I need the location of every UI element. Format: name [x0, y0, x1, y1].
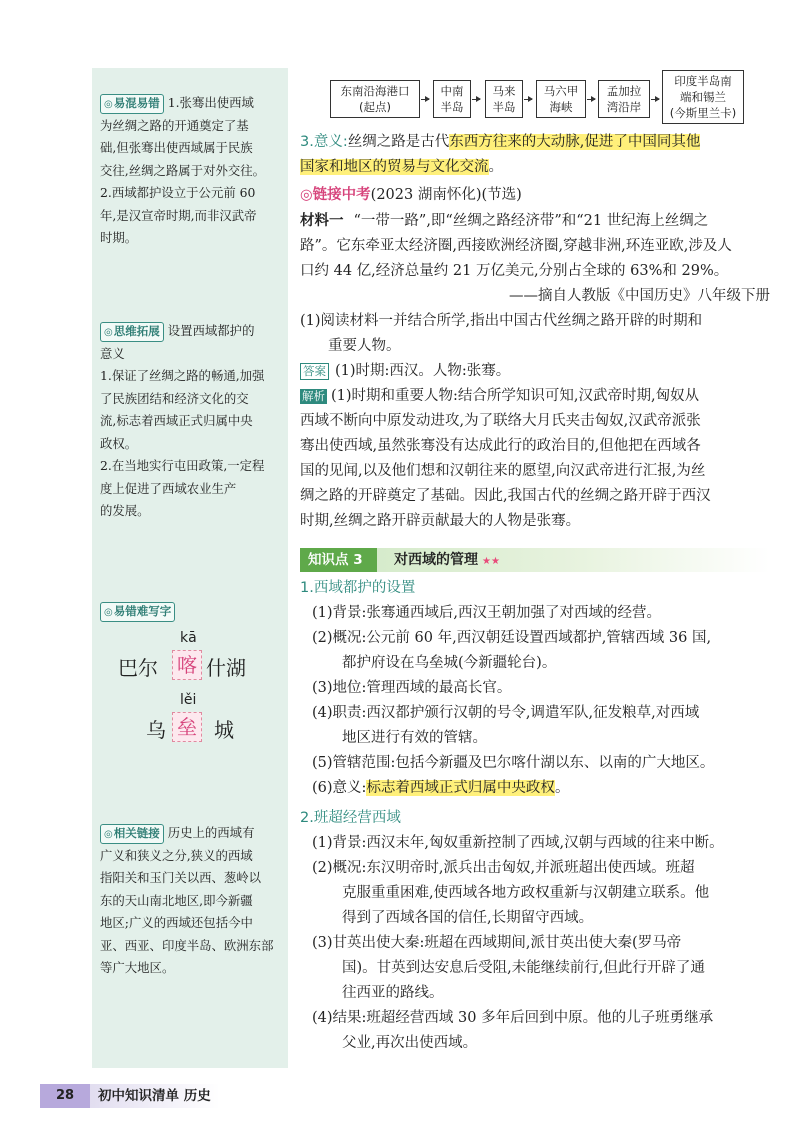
word-part: 乌 — [146, 718, 166, 742]
list-item: (1)背景:西汉末年,匈奴重新控制了西域,汉朝与西域的往来中断。 — [312, 835, 724, 851]
maritime-route-flow — [330, 70, 770, 126]
sidebar-text: 指阳关和玉门关以西、葱岭以 — [100, 870, 262, 885]
sidebar-text: 为丝绸之路的开通奠定了基 — [100, 117, 249, 133]
list-item: (1)背景:张骞通西域后,西汉王朝加强了对西域的经营。 — [312, 605, 662, 621]
sidebar-text: 础,但张骞出使西域属于民族 — [100, 140, 253, 155]
word-part: 巴尔 — [118, 656, 158, 680]
sidebar-text: 时期。 — [100, 230, 138, 245]
sidebar-text: 广义和狭义之分,狭义的西域 — [100, 847, 253, 863]
question-text: (1)阅读材料一并结合所学,指出中国古代丝绸之路开辟的时期和 — [300, 313, 703, 329]
bulb-icon: ◎ — [104, 99, 113, 110]
list-item: (4)结果:班超经营西域 30 多年后回到中原。他的儿子班勇继承 — [312, 1010, 714, 1026]
highlight-text: 标志着西域正式归属中央政权 — [366, 780, 555, 796]
section-ban-chao — [300, 806, 770, 1056]
analysis-text: (1)时期和重要人物:结合所学知识可知,汉武帝时期,匈奴从 — [331, 388, 700, 404]
list-item: 克服重重困难,使西域各地方政权重新与汉朝建立联系。他 — [342, 885, 710, 901]
route-node: 孟加拉 湾沿岸 — [598, 80, 650, 118]
question-text: 重要人物。 — [328, 338, 401, 354]
arrow-right-icon — [651, 99, 659, 100]
route-node: 东南沿海港口 (起点) — [330, 80, 420, 118]
list-item: (4)职责:西汉都护颁行汉朝的号令,调遣军队,征发粮草,对西域 — [312, 705, 700, 721]
arrow-right-icon — [421, 99, 429, 100]
sidebar-text: 亚、西亚、印度半岛、欧洲东部 — [100, 937, 274, 953]
knowledge-point-bar — [300, 548, 770, 572]
sidebar-text: 政权。 — [100, 435, 138, 451]
pinyin-ka: kā — [180, 630, 197, 646]
sidebar-text: 1.张骞出使西域 — [167, 95, 254, 110]
highlight-text: 国家和地区的贸易与文化交流 — [300, 159, 489, 175]
sidebar-tip-confusion — [100, 92, 280, 250]
list-item: (6)意义: — [312, 780, 367, 796]
knowledge-point-tag: 知识点 3 — [300, 548, 377, 572]
analysis-text: 西域不断向中原发动进攻,为了联络大月氏夹击匈奴,汉武帝派张 — [300, 413, 701, 429]
section-heading: 2.班超经营西域 — [300, 810, 401, 826]
body-text: “一带一路”,即“丝绸之路经济带”和“21 世纪海上丝绸之 — [353, 213, 709, 229]
material-label: 材料一 — [300, 212, 344, 229]
page-number: 28 — [40, 1084, 90, 1108]
route-node: 马来 半岛 — [485, 80, 523, 118]
word-part: 什湖 — [206, 656, 246, 680]
knowledge-point-title: 对西域的管理 ★★ — [394, 552, 500, 568]
pinyin-lei: lěi — [180, 692, 197, 708]
tip-tag: ◎易混易错 — [100, 94, 164, 114]
sidebar-text: 1.保证了丝绸之路的畅通,加强 — [100, 368, 265, 383]
sidebar-text: 2.在当地实行屯田政策,一定程 — [100, 458, 265, 473]
citation: ——摘自人教版《中国历史》八年级下册 — [509, 288, 770, 304]
route-node: 中南 半岛 — [433, 80, 471, 118]
section-heading: 1.西域都护的设置 — [300, 580, 416, 596]
hard-characters-grid — [110, 630, 280, 750]
sidebar-text: 年,是汉宣帝时期,而非汉武帝 — [100, 207, 257, 223]
bulb-icon: ◎ — [104, 327, 113, 338]
sidebar-text: 交往,丝绸之路属于对外交往。 — [100, 162, 266, 178]
list-item: (2)概况:公元前 60 年,西汉朝廷设置西域都护,管辖西域 36 国, — [312, 630, 712, 646]
tip-tag: ◎思维拓展 — [100, 322, 164, 342]
list-item: 往西亚的路线。 — [342, 985, 444, 1001]
answer-badge: 答案 — [300, 363, 329, 380]
body-text: 。 — [488, 159, 503, 175]
body-text: 丝绸之路是古代 — [347, 134, 450, 150]
analysis-text: 时期,丝绸之路开辟贡献最大的人物是张骞。 — [300, 513, 581, 529]
answer-text: (1)时期:西汉。人物:张骞。 — [335, 363, 511, 379]
list-item: (3)甘英出使大秦:班超在西域期间,派甘英出使大秦(罗马帝 — [312, 935, 682, 951]
link-icon: ◎ — [300, 187, 313, 203]
list-item: (2)概况:东汉明帝时,派兵出击匈奴,并派班超出使西域。班超 — [312, 860, 695, 876]
sidebar-hard-characters — [100, 600, 280, 623]
silk-road-significance — [300, 130, 770, 180]
sidebar-text: 了民族团结和经济文化的交 — [100, 390, 249, 406]
list-item: 地区进行有效的管辖。 — [342, 730, 487, 746]
star-icon: ★★ — [482, 556, 500, 567]
sidebar-text: 流,标志着西域正式归属中央 — [100, 413, 253, 428]
exam-source: (2023 湖南怀化)(节选) — [370, 187, 522, 203]
highlighted-char: 垒 — [172, 712, 202, 742]
sidebar-thinking-extension — [100, 320, 280, 523]
bulb-icon: ◎ — [104, 829, 113, 840]
exam-link-label: 链接中考 — [312, 187, 371, 203]
sidebar-text: 历史上的西域有 — [167, 825, 255, 840]
highlighted-char: 喀 — [172, 650, 202, 680]
sidebar-text: 度上促进了西域农业生产 — [100, 480, 237, 496]
body-text: 。 — [554, 780, 570, 796]
list-item: (5)管辖范围:包括今新疆及巴尔喀什湖以东、以南的广大地区。 — [312, 755, 715, 771]
book-title: 初中知识清单 历史 — [98, 1088, 211, 1104]
analysis-text: 国的见闻,以及他们想和汉朝往来的愿望,向汉武帝进行汇报,为丝 — [300, 463, 706, 479]
section-protectorate — [300, 576, 770, 801]
word-part: 城 — [214, 718, 234, 742]
list-item: (3)地位:管理西域的最高长官。 — [312, 680, 512, 696]
sidebar-text: 设置西域都护的 — [167, 323, 255, 338]
route-node: 马六甲 海峡 — [536, 80, 586, 118]
body-text: 路”。它东牵亚太经济圈,西接欧洲经济圈,穿越非洲,环连亚欧,涉及人 — [300, 238, 732, 254]
bulb-icon: ◎ — [104, 607, 113, 618]
sidebar-text: 的发展。 — [100, 503, 150, 518]
tip-tag: ◎易错难写字 — [100, 602, 175, 622]
tip-tag: ◎相关链接 — [100, 824, 164, 844]
analysis-text: 骞出使西域,虽然张骞没有达成此行的政治目的,但他把在西域各 — [300, 438, 701, 454]
sidebar-text: 等广大地区。 — [100, 960, 175, 975]
sidebar-text: 2.西域都护设立于公元前 60 — [100, 185, 256, 200]
sidebar-text: 东的天山南北地区,即今新疆 — [100, 892, 253, 908]
list-item: 都护府设在乌垒城(今新疆轮台)。 — [342, 655, 557, 671]
sidebar-related-link — [100, 822, 280, 980]
body-text: 口约 44 亿,经济总量约 21 万亿美元,分别占全球的 63%和 29%。 — [300, 263, 729, 279]
arrow-right-icon — [472, 99, 480, 100]
sidebar-text: 地区;广义的西域还包括今中 — [100, 915, 253, 930]
analysis-text: 绸之路的开辟奠定了基础。因此,我国古代的丝绸之路开辟于西汉 — [300, 488, 711, 504]
sidebar-text: 意义 — [100, 345, 125, 361]
list-item: 得到了西域各国的信任,长期留守西域。 — [342, 910, 594, 926]
highlight-text: 东西方往来的大动脉,促进了中国同其他 — [449, 134, 701, 150]
exam-link-section — [300, 183, 770, 534]
analysis-badge: 解析 — [302, 389, 325, 403]
list-item: 国)。甘英到达安息后受阻,未能继续前行,但此行开辟了通 — [342, 960, 705, 976]
section-label: 3.意义: — [300, 134, 348, 150]
arrow-right-icon — [524, 99, 532, 100]
list-item: 父业,再次出使西域。 — [342, 1035, 478, 1051]
arrow-right-icon — [587, 99, 595, 100]
route-node: 印度半岛南 端和锡兰 (今斯里兰卡) — [662, 70, 744, 124]
